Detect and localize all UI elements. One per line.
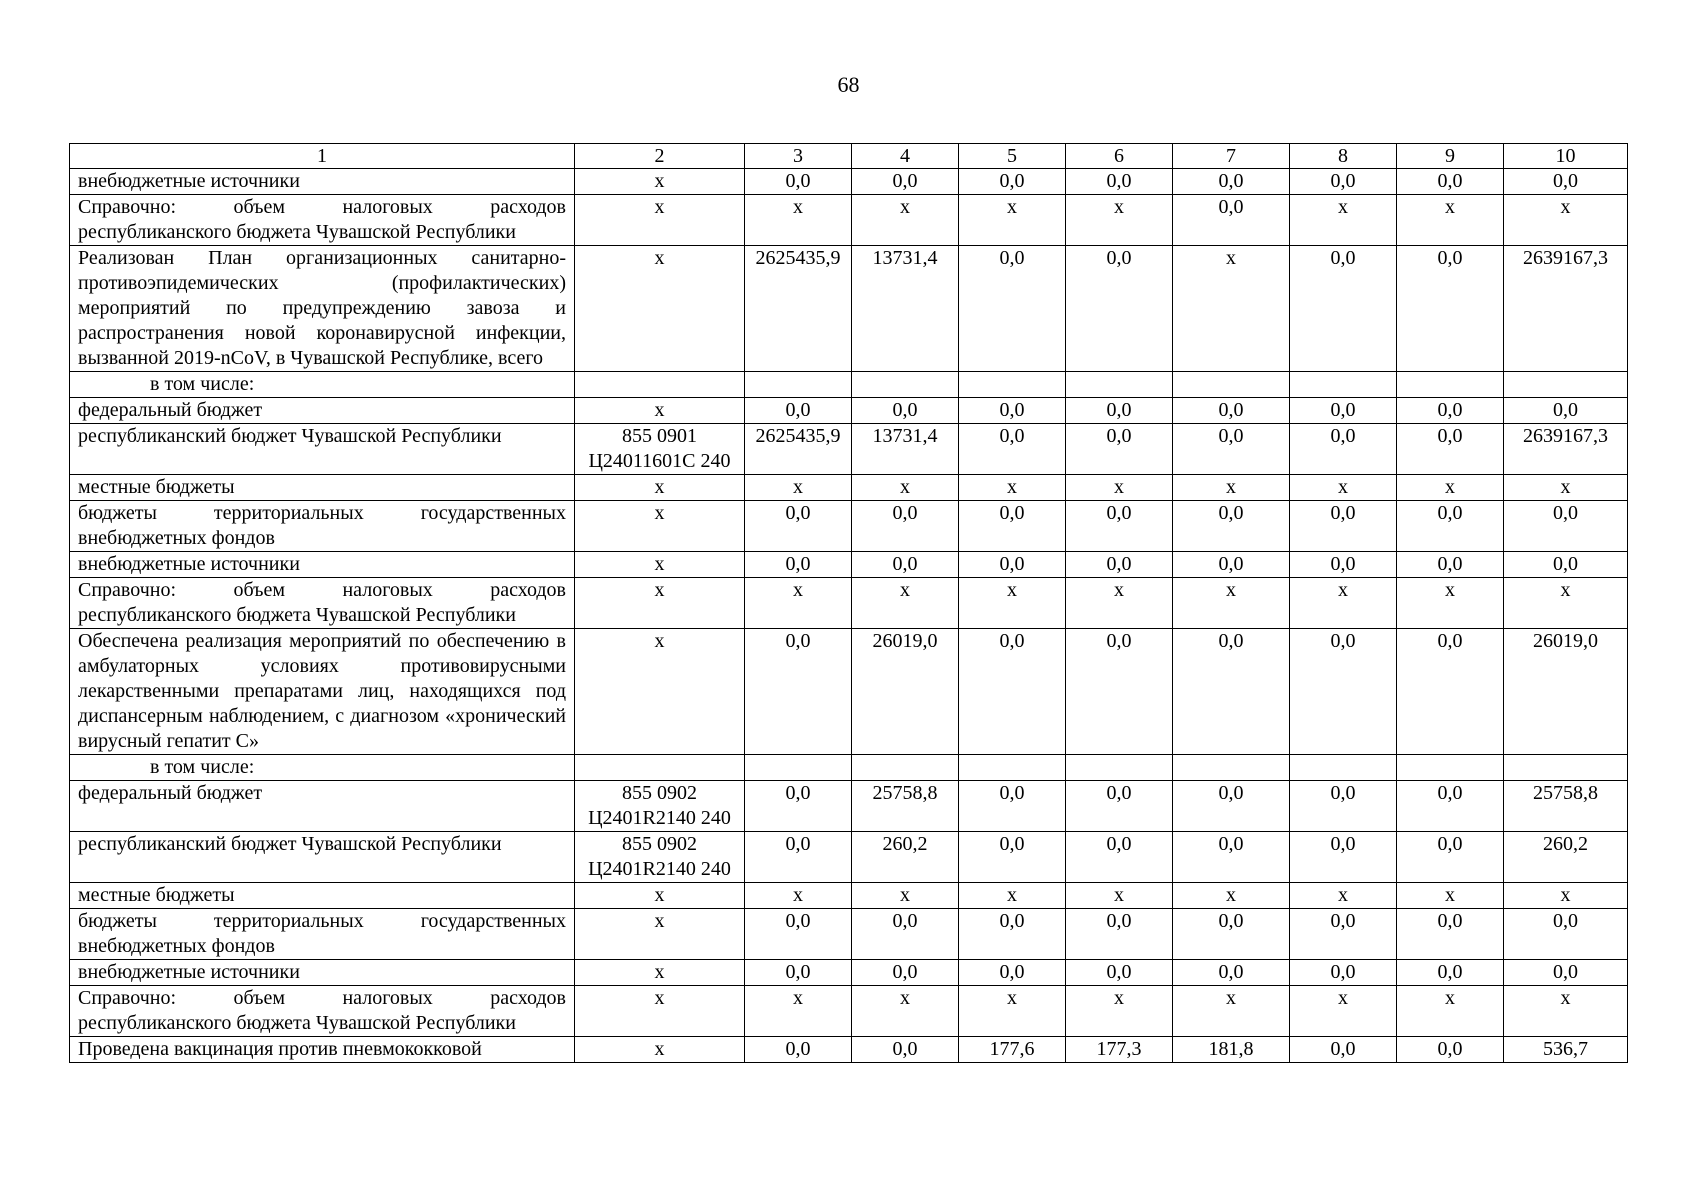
value-cell-col-6: 177,3 [1066,1037,1173,1063]
budget-classification-code [575,372,745,398]
value-cell-col-4: 0,0 [852,960,959,986]
value-cell-col-7: 0,0 [1173,832,1290,883]
value-cell-col-3 [745,372,852,398]
value-cell-col-10: 26019,0 [1504,629,1628,755]
row-label: Справочно: объем налоговых расходов республиканского бюджета Чувашской Республики [70,578,575,629]
budget-classification-code: х [575,169,745,195]
value-cell-col-6: 0,0 [1066,501,1173,552]
value-cell-col-5: 177,6 [959,1037,1066,1063]
value-cell-col-8: 0,0 [1290,909,1397,960]
value-cell-col-4: 0,0 [852,398,959,424]
value-cell-col-7: 0,0 [1173,424,1290,475]
value-cell-col-3: 0,0 [745,1037,852,1063]
value-cell-col-5: 0,0 [959,781,1066,832]
value-cell-col-3: 0,0 [745,909,852,960]
value-cell-col-9: 0,0 [1397,629,1504,755]
value-cell-col-3: 2625435,9 [745,424,852,475]
table-row [70,552,1628,578]
value-cell-col-7: 181,8 [1173,1037,1290,1063]
value-cell-col-4: 0,0 [852,909,959,960]
row-label: Справочно: объем налоговых расходов республиканского бюджета Чувашской Республики [70,986,575,1037]
value-cell-col-8: 0,0 [1290,169,1397,195]
value-cell-col-6: 0,0 [1066,552,1173,578]
row-label: в том числе: [70,755,575,781]
value-cell-col-7: х [1173,578,1290,629]
row-label: Реализован План организационных санитарно-противоэпидемических (профилактических) мероприятий по предупреждению завоза и распространения новой коронавирусной инфекции, вызванной 2019-nCoV, в Чувашской Республике, всего [70,246,575,372]
budget-classification-code: х [575,986,745,1037]
value-cell-col-6: 0,0 [1066,960,1173,986]
value-cell-col-8 [1290,755,1397,781]
value-cell-col-7: 0,0 [1173,552,1290,578]
budget-classification-code: 855 0901 Ц24011601С 240 [575,424,745,475]
value-cell-col-6 [1066,755,1173,781]
value-cell-col-5: х [959,195,1066,246]
value-cell-col-4: х [852,578,959,629]
column-header-1: 1 [70,144,575,169]
value-cell-col-10: 536,7 [1504,1037,1628,1063]
value-cell-col-3: 0,0 [745,781,852,832]
budget-classification-code: х [575,501,745,552]
value-cell-col-10: х [1504,883,1628,909]
value-cell-col-3: 0,0 [745,169,852,195]
value-cell-col-5: 0,0 [959,424,1066,475]
value-cell-col-8: 0,0 [1290,398,1397,424]
value-cell-col-6: 0,0 [1066,832,1173,883]
value-cell-col-8: 0,0 [1290,1037,1397,1063]
table-row [70,883,1628,909]
budget-classification-code: х [575,909,745,960]
row-label: республиканский бюджет Чувашской Республики [70,424,575,475]
value-cell-col-6: х [1066,195,1173,246]
value-cell-col-9: х [1397,195,1504,246]
value-cell-col-3: х [745,578,852,629]
value-cell-col-9: 0,0 [1397,1037,1504,1063]
table-body [70,144,1628,1063]
value-cell-col-10 [1504,755,1628,781]
value-cell-col-4: 260,2 [852,832,959,883]
value-cell-col-4: х [852,475,959,501]
budget-table-container [69,143,1627,1063]
value-cell-col-6: 0,0 [1066,629,1173,755]
budget-classification-code: х [575,960,745,986]
row-label: внебюджетные источники [70,169,575,195]
value-cell-col-3: 0,0 [745,960,852,986]
value-cell-col-8: 0,0 [1290,501,1397,552]
value-cell-col-4: 0,0 [852,1037,959,1063]
value-cell-col-7 [1173,372,1290,398]
value-cell-col-4: 13731,4 [852,246,959,372]
budget-classification-code: х [575,552,745,578]
table-row [70,195,1628,246]
value-cell-col-3: х [745,475,852,501]
budget-table [69,143,1628,1063]
value-cell-col-10: х [1504,578,1628,629]
value-cell-col-3: х [745,986,852,1037]
value-cell-col-10: 2639167,3 [1504,246,1628,372]
value-cell-col-9: х [1397,986,1504,1037]
value-cell-col-4 [852,372,959,398]
value-cell-col-3 [745,755,852,781]
value-cell-col-8: х [1290,475,1397,501]
budget-classification-code: х [575,1037,745,1063]
value-cell-col-7: 0,0 [1173,960,1290,986]
page-number: 68 [837,72,860,97]
value-cell-col-10: х [1504,195,1628,246]
value-cell-col-5: 0,0 [959,398,1066,424]
value-cell-col-9: 0,0 [1397,169,1504,195]
value-cell-col-10: х [1504,475,1628,501]
value-cell-col-9: 0,0 [1397,552,1504,578]
budget-classification-code: х [575,195,745,246]
value-cell-col-5: х [959,986,1066,1037]
value-cell-col-4: 25758,8 [852,781,959,832]
table-row [70,246,1628,372]
value-cell-col-6 [1066,372,1173,398]
column-header-4: 4 [852,144,959,169]
value-cell-col-10: 0,0 [1504,398,1628,424]
value-cell-col-4: 0,0 [852,501,959,552]
value-cell-col-6: х [1066,986,1173,1037]
value-cell-col-8: 0,0 [1290,424,1397,475]
value-cell-col-10: 2639167,3 [1504,424,1628,475]
value-cell-col-7: 0,0 [1173,398,1290,424]
value-cell-col-8: 0,0 [1290,832,1397,883]
budget-classification-code: х [575,246,745,372]
value-cell-col-7: 0,0 [1173,781,1290,832]
value-cell-col-8: х [1290,578,1397,629]
column-header-5: 5 [959,144,1066,169]
row-label: Обеспечена реализация мероприятий по обеспечению в амбулаторных условиях противовирусными лекарственными препаратами лиц, находящихся под диспансерным наблюдением, с диагнозом «хронический вирусный гепатит С» [70,629,575,755]
value-cell-col-10: 0,0 [1504,960,1628,986]
value-cell-col-9: 0,0 [1397,781,1504,832]
budget-classification-code [575,755,745,781]
value-cell-col-4: 0,0 [852,169,959,195]
value-cell-col-7: х [1173,475,1290,501]
value-cell-col-9 [1397,755,1504,781]
value-cell-col-9: 0,0 [1397,832,1504,883]
column-header-10: 10 [1504,144,1628,169]
value-cell-col-7: х [1173,246,1290,372]
value-cell-col-10: 25758,8 [1504,781,1628,832]
value-cell-col-6: 0,0 [1066,246,1173,372]
value-cell-col-3: х [745,195,852,246]
table-row [70,475,1628,501]
column-header-8: 8 [1290,144,1397,169]
value-cell-col-5: х [959,475,1066,501]
value-cell-col-7: 0,0 [1173,909,1290,960]
column-header-3: 3 [745,144,852,169]
value-cell-col-6: 0,0 [1066,398,1173,424]
row-label: Проведена вакцинация против пневмококковой [70,1037,575,1063]
column-number-header-row [70,144,1628,169]
value-cell-col-3: 0,0 [745,552,852,578]
value-cell-col-7: 0,0 [1173,501,1290,552]
row-label: внебюджетные источники [70,552,575,578]
table-row [70,169,1628,195]
budget-classification-code: 855 0902 Ц2401R2140 240 [575,781,745,832]
value-cell-col-4: 13731,4 [852,424,959,475]
column-header-9: 9 [1397,144,1504,169]
value-cell-col-3: 0,0 [745,629,852,755]
value-cell-col-5: 0,0 [959,832,1066,883]
value-cell-col-10 [1504,372,1628,398]
value-cell-col-3: 2625435,9 [745,246,852,372]
value-cell-col-3: 0,0 [745,501,852,552]
value-cell-col-6: 0,0 [1066,909,1173,960]
table-row [70,1037,1628,1063]
value-cell-col-9: 0,0 [1397,246,1504,372]
value-cell-col-3: 0,0 [745,398,852,424]
budget-classification-code: х [575,629,745,755]
value-cell-col-5 [959,755,1066,781]
value-cell-col-5: 0,0 [959,552,1066,578]
row-label: местные бюджеты [70,883,575,909]
budget-classification-code: х [575,475,745,501]
value-cell-col-8: 0,0 [1290,781,1397,832]
value-cell-col-8: 0,0 [1290,246,1397,372]
table-row [70,398,1628,424]
value-cell-col-4 [852,755,959,781]
value-cell-col-9: 0,0 [1397,909,1504,960]
value-cell-col-9: х [1397,883,1504,909]
value-cell-col-7: 0,0 [1173,169,1290,195]
value-cell-col-9: 0,0 [1397,501,1504,552]
value-cell-col-9: х [1397,578,1504,629]
value-cell-col-5: 0,0 [959,501,1066,552]
table-row [70,832,1628,883]
table-row [70,986,1628,1037]
table-row [70,755,1628,781]
row-label: внебюджетные источники [70,960,575,986]
value-cell-col-8: 0,0 [1290,552,1397,578]
value-cell-col-9 [1397,372,1504,398]
value-cell-col-5: х [959,883,1066,909]
value-cell-col-6: х [1066,475,1173,501]
value-cell-col-4: х [852,986,959,1037]
table-row [70,781,1628,832]
table-row [70,372,1628,398]
value-cell-col-3: 0,0 [745,832,852,883]
value-cell-col-5: 0,0 [959,629,1066,755]
value-cell-col-5 [959,372,1066,398]
value-cell-col-10: 260,2 [1504,832,1628,883]
value-cell-col-4: х [852,195,959,246]
value-cell-col-5: х [959,578,1066,629]
table-row [70,578,1628,629]
value-cell-col-9: 0,0 [1397,960,1504,986]
budget-classification-code: х [575,883,745,909]
table-row [70,960,1628,986]
value-cell-col-4: 26019,0 [852,629,959,755]
value-cell-col-7: 0,0 [1173,629,1290,755]
row-label: бюджеты территориальных государственных внебюджетных фондов [70,909,575,960]
value-cell-col-9: 0,0 [1397,398,1504,424]
row-label: федеральный бюджет [70,398,575,424]
value-cell-col-6: 0,0 [1066,781,1173,832]
value-cell-col-8: х [1290,195,1397,246]
value-cell-col-7: 0,0 [1173,195,1290,246]
value-cell-col-4: 0,0 [852,552,959,578]
value-cell-col-6: х [1066,883,1173,909]
table-row [70,629,1628,755]
budget-classification-code: 855 0902 Ц2401R2140 240 [575,832,745,883]
value-cell-col-10: 0,0 [1504,909,1628,960]
row-label: федеральный бюджет [70,781,575,832]
value-cell-col-6: 0,0 [1066,424,1173,475]
value-cell-col-6: х [1066,578,1173,629]
value-cell-col-9: х [1397,475,1504,501]
value-cell-col-6: 0,0 [1066,169,1173,195]
row-label: Справочно: объем налоговых расходов республиканского бюджета Чувашской Республики [70,195,575,246]
column-header-2: 2 [575,144,745,169]
value-cell-col-5: 0,0 [959,909,1066,960]
value-cell-col-10: 0,0 [1504,169,1628,195]
value-cell-col-7: х [1173,883,1290,909]
row-label: в том числе: [70,372,575,398]
value-cell-col-10: 0,0 [1504,552,1628,578]
column-header-7: 7 [1173,144,1290,169]
value-cell-col-10: 0,0 [1504,501,1628,552]
value-cell-col-8: х [1290,883,1397,909]
value-cell-col-3: х [745,883,852,909]
value-cell-col-8: х [1290,986,1397,1037]
table-row [70,424,1628,475]
table-row [70,501,1628,552]
value-cell-col-8: 0,0 [1290,960,1397,986]
value-cell-col-4: х [852,883,959,909]
column-header-6: 6 [1066,144,1173,169]
value-cell-col-7 [1173,755,1290,781]
table-row [70,909,1628,960]
row-label: бюджеты территориальных государственных внебюджетных фондов [70,501,575,552]
budget-classification-code: х [575,578,745,629]
value-cell-col-9: 0,0 [1397,424,1504,475]
value-cell-col-8 [1290,372,1397,398]
value-cell-col-5: 0,0 [959,246,1066,372]
value-cell-col-5: 0,0 [959,169,1066,195]
row-label: республиканский бюджет Чувашской Республики [70,832,575,883]
budget-classification-code: х [575,398,745,424]
value-cell-col-5: 0,0 [959,960,1066,986]
value-cell-col-10: х [1504,986,1628,1037]
value-cell-col-8: 0,0 [1290,629,1397,755]
row-label: местные бюджеты [70,475,575,501]
value-cell-col-7: х [1173,986,1290,1037]
